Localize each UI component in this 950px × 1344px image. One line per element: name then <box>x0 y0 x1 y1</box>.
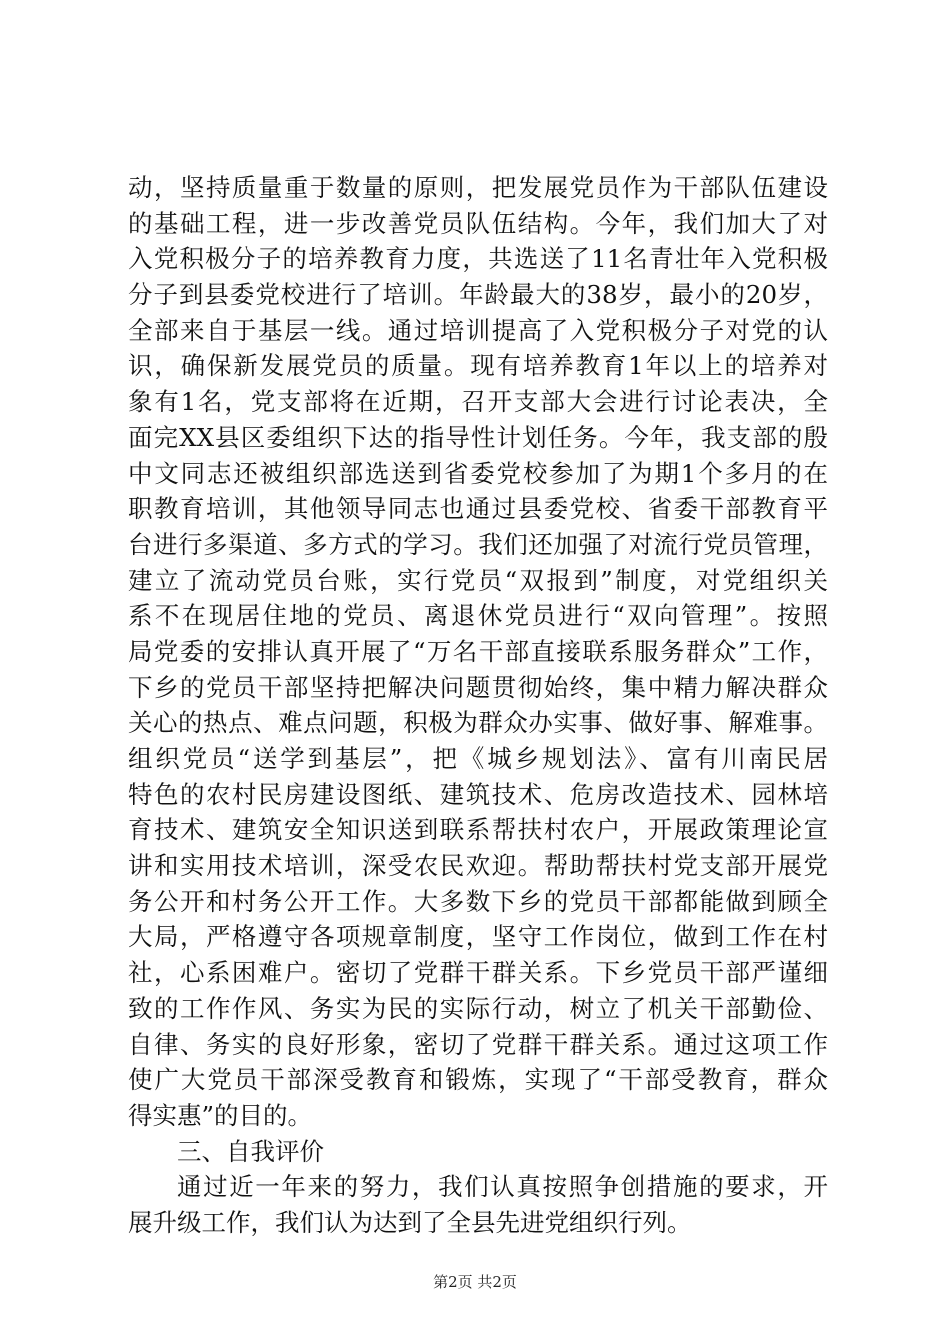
text-line: 社，心系困难户。密切了党群干群关系。下乡党员干部严谨细 <box>128 958 828 988</box>
text-line: 全部来自于基层一线。通过培训提高了入党积极分子对党的认 <box>128 315 828 345</box>
page-footer: 第2页 共2页 <box>433 1273 517 1291</box>
text-line: 的基础工程，进一步改善党员队伍结构。今年，我们加大了对 <box>128 208 828 238</box>
text-line: 育技术、建筑安全知识送到联系帮扶村农户，开展政策理论宣 <box>128 815 828 845</box>
document-body <box>128 170 828 1241</box>
text-line: 识，确保新发展党员的质量。现有培养教育1年以上的培养对 <box>128 351 828 381</box>
text-line: 中文同志还被组织部选送到省委党校参加了为期1个多月的在 <box>128 458 828 488</box>
text-line: 局党委的安排认真开展了“万名干部直接联系服务群众”工作， <box>128 636 828 666</box>
text-line: 展升级工作，我们认为达到了全县先进党组织行列。 <box>128 1207 692 1237</box>
text-line: 致的工作作风、务实为民的实际行动，树立了机关干部勤俭、 <box>128 993 828 1023</box>
text-line: 讲和实用技术培训，深受农民欢迎。帮助帮扶村党支部开展党 <box>128 851 828 881</box>
text-line: 职教育培训，其他领导同志也通过县委党校、省委干部教育平 <box>128 494 828 524</box>
text-line: 象有1名，党支部将在近期，召开支部大会进行讨论表决，全 <box>128 387 828 417</box>
text-line: 下乡的党员干部坚持把解决问题贯彻始终，集中精力解决群众 <box>128 672 828 702</box>
text-line: 台进行多渠道、多方式的学习。我们还加强了对流行党员管理， <box>128 529 828 559</box>
text-line: 组织党员“送学到基层”，把《城乡规划法》、富有川南民居 <box>128 744 828 773</box>
text-line: 自律、务实的良好形象，密切了党群干群关系。通过这项工作 <box>128 1029 828 1059</box>
indented-text-line: 三、自我评价 <box>177 1136 324 1166</box>
text-line: 特色的农村民房建设图纸、建筑技术、危房改造技术、园林培 <box>128 779 828 809</box>
text-line: 面完XX县区委组织下达的指导性计划任务。今年，我支部的殷 <box>128 422 828 452</box>
text-line: 入党积极分子的培养教育力度，共选送了11名青壮年入党积极 <box>128 244 828 274</box>
text-line: 得实惠”的目的。 <box>128 1100 313 1130</box>
text-line: 分子到县委党校进行了培训。年龄最大的38岁，最小的20岁， <box>128 280 828 310</box>
text-line: 建立了流动党员台账，实行党员“双报到”制度，对党组织关 <box>128 565 828 595</box>
text-line: 务公开和村务公开工作。大多数下乡的党员干部都能做到顾全 <box>128 886 828 916</box>
text-line: 系不在现居住地的党员、离退休党员进行“双向管理”。按照 <box>128 601 828 631</box>
text-line: 大局，严格遵守各项规章制度，坚守工作岗位，做到工作在村 <box>128 922 828 952</box>
text-line: 关心的热点、难点问题，积极为群众办实事、做好事、解难事。 <box>128 708 828 738</box>
text-line: 使广大党员干部深受教育和锻炼，实现了“干部受教育，群众 <box>128 1065 828 1095</box>
indented-text-line: 通过近一年来的努力，我们认真按照争创措施的要求，开 <box>177 1172 828 1202</box>
text-line: 动，坚持质量重于数量的原则，把发展党员作为干部队伍建设 <box>128 173 828 202</box>
